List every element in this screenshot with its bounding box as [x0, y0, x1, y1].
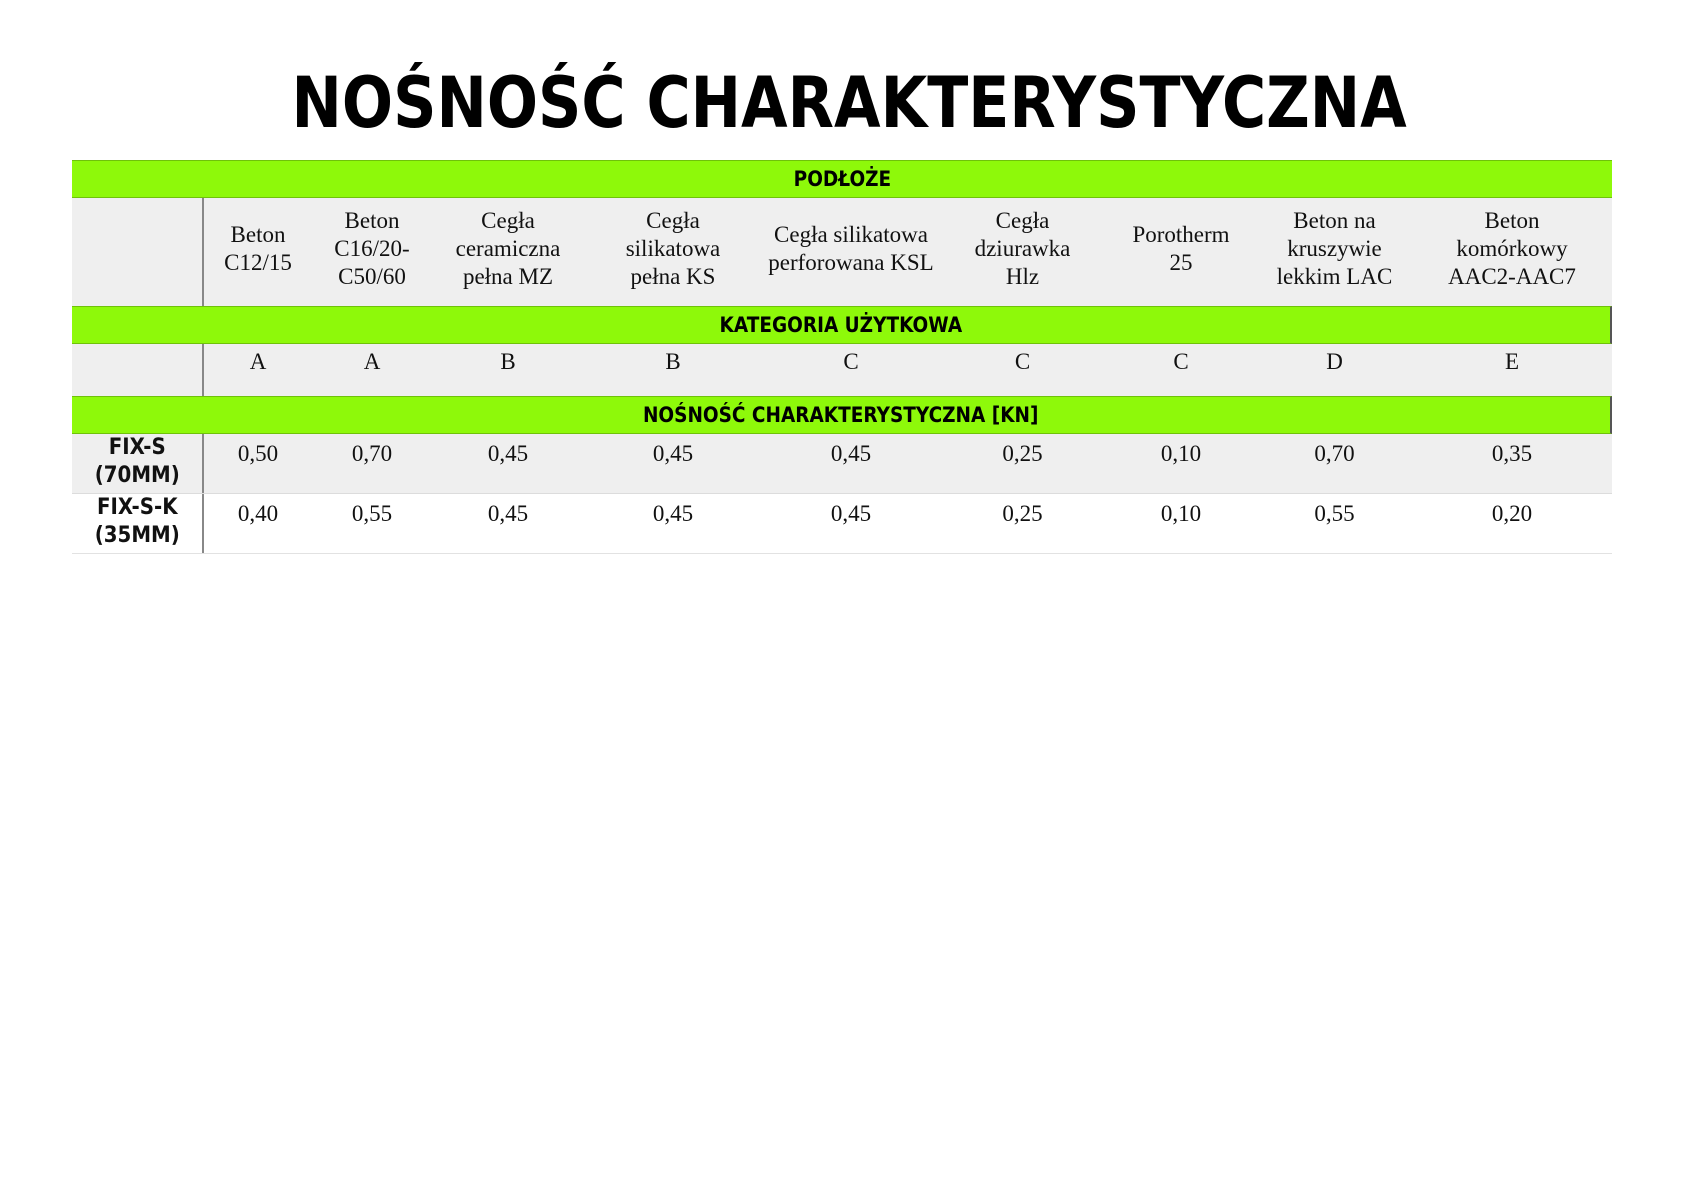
substrate-cell: Cegła silikatowa pełna KS — [625, 208, 721, 289]
value-cell: 0,35 — [1491, 441, 1533, 466]
substrate-cell: Cegła silikatowa perforowana KSL — [768, 222, 934, 275]
value-cell: 0,45 — [652, 501, 694, 526]
category-header-label: KATEGORIA UŻYTKOWA — [719, 313, 963, 337]
substrate-cell: Beton komórkowy AAC2-AAC7 — [1448, 208, 1576, 289]
table-row — [72, 434, 1612, 494]
value-cell: 0,55 — [351, 501, 393, 526]
row-label: FIX-S-K (35MM) — [72, 494, 204, 553]
value-cell: 0,10 — [1160, 501, 1202, 526]
value-cell: 0,45 — [487, 441, 529, 466]
substrate-row — [72, 198, 1612, 306]
category-cell: A — [363, 349, 381, 374]
substrate-cell: Beton na kruszywie lekkim LAC — [1276, 208, 1393, 289]
value-cell: 0,25 — [1002, 501, 1043, 526]
substrate-cell: Beton C12/15 — [224, 222, 292, 275]
capacity-table — [72, 160, 1612, 554]
value-cell: 0,20 — [1491, 501, 1533, 526]
table-row — [72, 494, 1612, 554]
substrate-cell: Beton C16/20- C50/60 — [334, 208, 410, 289]
value-cell: 0,45 — [830, 501, 872, 526]
value-cell: 0,70 — [1314, 441, 1355, 466]
value-cell: 0,55 — [1314, 501, 1355, 526]
substrate-cell: Porotherm 25 — [1132, 222, 1230, 275]
value-cell: 0,45 — [487, 501, 529, 526]
value-cell: 0,25 — [1002, 441, 1043, 466]
category-cell: A — [249, 349, 267, 374]
category-row — [72, 344, 1612, 396]
category-header-band — [72, 306, 1612, 344]
substrate-header-label: PODŁOŻE — [793, 167, 891, 191]
substrate-cell: Cegła ceramiczna pełna MZ — [455, 208, 561, 289]
category-cell: C — [1173, 349, 1189, 374]
value-cell: 0,40 — [237, 501, 279, 526]
value-cell: 0,70 — [351, 441, 393, 466]
substrate-header-band — [72, 160, 1612, 198]
capacity-header-label: NOŚNOŚĆ CHARAKTERYSTYCZNA [KN] — [643, 403, 1039, 427]
value-cell: 0,10 — [1160, 441, 1202, 466]
capacity-header-band — [72, 396, 1612, 434]
category-cell: E — [1504, 349, 1520, 374]
value-cell: 0,50 — [237, 441, 279, 466]
category-cell: B — [665, 349, 681, 374]
substrate-row-lead — [72, 198, 204, 306]
category-row-lead — [72, 344, 204, 396]
category-cell: C — [843, 349, 859, 374]
substrate-cell: Cegła dziurawka Hlz — [974, 208, 1071, 289]
category-cell: C — [1014, 349, 1031, 374]
page-title: NOŚNOŚĆ CHARAKTERYSTYCZNA — [291, 62, 1407, 144]
value-cell: 0,45 — [652, 441, 694, 466]
category-cell: D — [1326, 349, 1343, 374]
row-label: FIX-S (70MM) — [72, 434, 204, 493]
value-cell: 0,45 — [830, 441, 872, 466]
category-cell: B — [500, 349, 516, 374]
